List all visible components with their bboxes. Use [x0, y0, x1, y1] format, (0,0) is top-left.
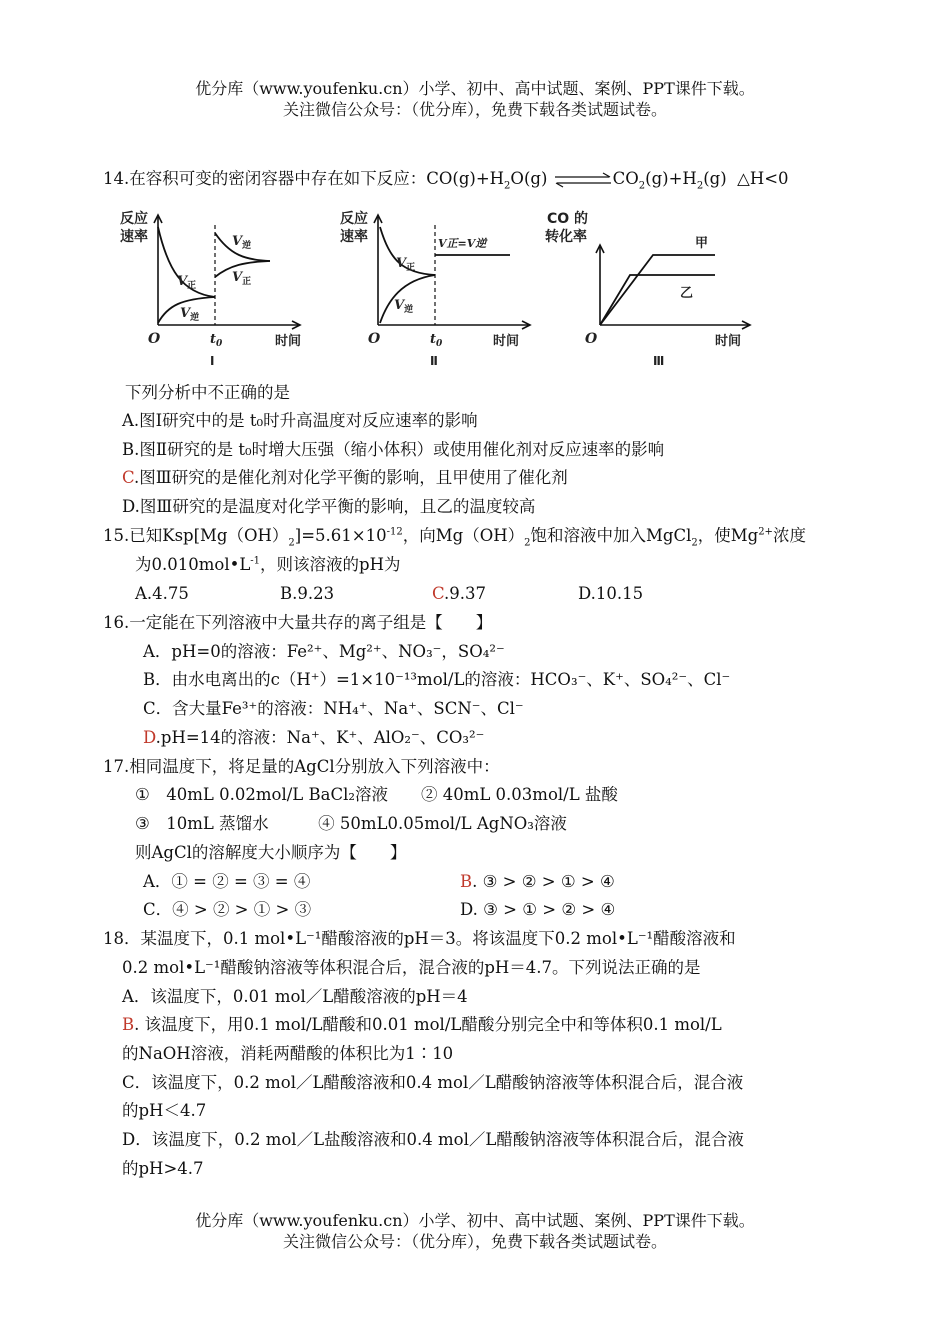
- q15-stem-line2: 为$0.010mol•L^{-1}$，则该溶液的pH为: [135, 555, 401, 574]
- fig3-ylabel-2: 转化率: [545, 229, 587, 245]
- equilibrium-arrow-icon: [553, 172, 613, 188]
- q17-row-2: ③ 10mL 蒸馏水 ④ 50mL0.05mol/L AgNO₃溶液: [135, 814, 567, 833]
- fig2-ylabel-1: 反应: [340, 211, 368, 227]
- fig2-origin: O: [368, 331, 381, 347]
- fig2-t0-label: $t_0$: [430, 332, 443, 349]
- fig3-ylabel-1: CO 的: [547, 211, 589, 227]
- q17-option-a: A．① = ② = ③ = ④: [143, 872, 311, 891]
- q14-option-d: D.图Ⅲ研究的是温度对化学平衡的影响，且乙的温度较高: [122, 497, 536, 516]
- q15-option-d: D.10.15: [578, 584, 644, 603]
- q17-stem: 17.相同温度下，将足量的AgCl分别放入下列溶液中：: [103, 757, 500, 776]
- q14-option-a: A.图Ⅰ研究中的是 t₀时升高温度对反应速率的影响: [122, 411, 478, 430]
- q16-option-d: D.pH=14的溶液：Na⁺、K⁺、AlO₂⁻、CO₃²⁻: [143, 728, 485, 747]
- footer-line-2: 关注微信公众号：（优分库），免费下载各类试题试卷。: [282, 1232, 667, 1251]
- answer-letter: C: [432, 584, 445, 603]
- fig2-eq-label: V正=V逆: [438, 237, 487, 250]
- answer-letter: B: [122, 1015, 135, 1034]
- q16-option-c: C．含大量Fe³⁺的溶液：NH₄⁺、Na⁺、SCN⁻、Cl⁻: [143, 699, 524, 718]
- fig2-vzheng-label: $V_正$: [396, 256, 416, 273]
- q14-option-b: B.图Ⅱ研究的是 t₀时增大压强（缩小体积）或使用催化剂对反应速率的影响: [122, 440, 665, 459]
- q18-option-c-line2: 的pH＜4.7: [122, 1101, 207, 1120]
- fig2-vni-label: $V_逆$: [394, 298, 414, 315]
- q18-stem-line2: 0.2 mol•L⁻¹醋酸钠溶液等体积混合后，混合液的pH＝4.7。下列说法正确的是: [122, 958, 701, 977]
- q15-stem-line1: 15.已知$Ksp[Mg(OH)_2]=5.61\times 10^{-12}$，向$Mg(OH)_2$饱和溶液中加入MgCl$_2$，使$Mg^{2+}$浓度: [103, 526, 806, 549]
- fig2-ylabel-2: 速率: [340, 229, 368, 245]
- page-header: [0, 78, 950, 120]
- q18-option-c-line1: C．该温度下，0.2 mol／L醋酸溶液和0.4 mol／L醋酸钠溶液等体积混合后，混合液: [122, 1073, 744, 1092]
- q16-stem: 16.一定能在下列溶液中大量共存的离子组是【 】: [103, 613, 493, 632]
- fig3-origin: O: [585, 331, 598, 347]
- fig1-t0-label: $t_0$: [210, 332, 223, 349]
- q18-option-b-line2: 的NaOH溶液，消耗两醋酸的体积比为1∶10: [122, 1044, 454, 1063]
- fig3-line-yi: [600, 275, 715, 325]
- q18-option-a: A．该温度下，0.01 mol／L醋酸溶液的pH＝4: [122, 987, 468, 1006]
- fig1-origin: O: [148, 331, 161, 347]
- fig1-curve-vzheng-after: [215, 261, 270, 277]
- header-line-2: 关注微信公众号：（优分库），免费下载各类试题试卷。: [282, 100, 667, 119]
- fig2-roman: Ⅱ: [430, 354, 438, 368]
- q18-stem-line1: 18．某温度下，0.1 mol•L⁻¹醋酸溶液的pH＝3。将该温度下0.2 mol•L⁻¹醋酸溶液和: [103, 929, 736, 948]
- fig1-vzheng-after-label: $V_正$: [232, 270, 252, 287]
- fig2-xlabel: 时间: [493, 334, 520, 349]
- figure-2: [340, 205, 540, 370]
- q17-ask: 则AgCl的溶解度大小顺序为【 】: [135, 843, 407, 862]
- fig1-ylabel-1: 反应: [120, 211, 148, 227]
- answer-letter: C: [122, 468, 135, 487]
- answer-letter: D: [143, 728, 156, 747]
- q14-intro: 下列分析中不正确的是: [125, 383, 290, 402]
- q17-row-1: ① 40mL 0.02mol/L BaCl₂溶液 ② 40mL 0.03mol/L 盐酸: [135, 785, 618, 804]
- footer-line-1: 优分库（www.youfenku.cn）小学、初中、高中试题、案例、PPT课件下载。: [195, 1211, 755, 1230]
- fig1-roman: Ⅰ: [210, 354, 215, 368]
- header-line-1: 优分库（www.youfenku.cn）小学、初中、高中试题、案例、PPT课件下载。: [195, 79, 755, 98]
- figure-1: [120, 205, 320, 370]
- fig3-roman: Ⅲ: [653, 354, 665, 368]
- q17-option-d: D. ③ > ① > ② > ④: [460, 900, 616, 919]
- fig2-curve-vni: [380, 275, 435, 323]
- q18-option-d-line1: D．该温度下，0.2 mol／L盐酸溶液和0.4 mol／L醋酸钠溶液等体积混合后，混合液: [122, 1130, 744, 1149]
- fig1-vni-after-label: $V_逆$: [232, 234, 252, 251]
- fig1-ylabel-2: 速率: [120, 229, 148, 245]
- fig1-xlabel: 时间: [275, 334, 302, 349]
- fig3-jia-label: 甲: [695, 236, 709, 251]
- answer-letter: B: [460, 872, 473, 891]
- q17-option-b: B. ③ > ② > ① > ④: [460, 872, 615, 891]
- fig3-xlabel: 时间: [715, 334, 742, 349]
- q16-option-a: A．pH=0的溶液：Fe²⁺、Mg²⁺、NO₃⁻，SO₄²⁻: [143, 642, 505, 661]
- q18-option-d-line2: 的pH>4.7: [122, 1159, 204, 1178]
- q15-option-c: C.9.37: [432, 584, 487, 603]
- page-footer: [0, 1210, 950, 1252]
- fig3-yi-label: 乙: [680, 286, 694, 301]
- fig1-vni-label: $V_逆$: [180, 306, 200, 323]
- figure-3: [545, 205, 760, 370]
- q18-option-b-line1: B. 该温度下，用0.1 mol/L醋酸和0.01 mol/L醋酸分别完全中和等体积0.1 mol/L: [122, 1015, 722, 1034]
- q15-option-a: A.4.75: [135, 584, 189, 603]
- q16-option-b: B．由水电离出的c（H⁺）=1×10⁻¹³mol/L的溶液：HCO₃⁻、K⁺、SO₄²⁻、Cl⁻: [143, 670, 731, 689]
- fig1-vzheng-label: $V_正$: [177, 274, 197, 291]
- q17-option-c: C．④ > ② > ① > ③: [143, 900, 312, 919]
- q14-stem: 14.在容积可变的密闭容器中存在如下反应：$CO(g)+H_2O(g)$ $CO_2(g)+H_2(g)$ △H<0: [103, 169, 789, 192]
- q14-option-c: C.图Ⅲ研究的是催化剂对化学平衡的影响，且甲使用了催化剂: [122, 468, 568, 487]
- fig3-line-jia: [600, 255, 715, 325]
- q14-figures: [120, 205, 760, 375]
- q15-option-b: B.9.23: [280, 584, 335, 603]
